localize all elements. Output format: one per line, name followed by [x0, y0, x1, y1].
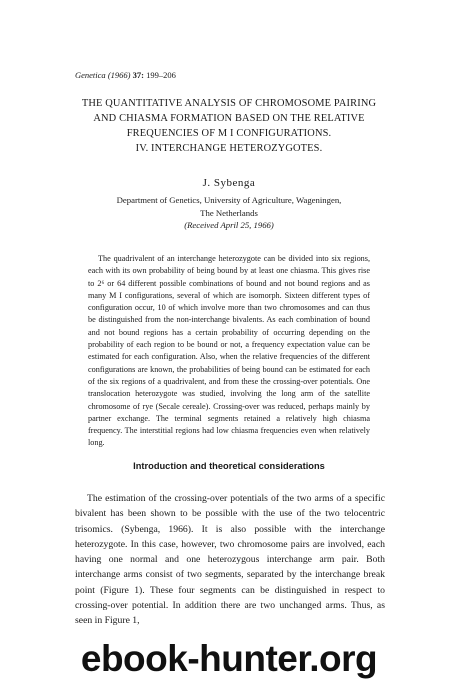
affiliation-line-1: Department of Genetics, University of Agriculture, Wageningen, — [116, 195, 342, 205]
journal-pages: 199–206 — [146, 70, 176, 80]
received-date: (Received April 25, 1966) — [184, 220, 274, 230]
title-line-3: FREQUENCIES OF M I CONFIGURATIONS. — [126, 128, 332, 139]
journal-year: (1966) — [107, 70, 131, 80]
affiliation — [60, 194, 398, 232]
abstract: The quadrivalent of an interchange heterozygote can be divided into six regions, each with its own probability of being bound by at least one chiasma. This gives rise to 2⁶ or 64 different possible combinations of bound and not bound regions and as many M I configurations, several of which are isomorph. Sixteen different types of configuration occur, 10 of which involve more than two chromosomes and can thus be distinguished from the non-interchange bivalents. As each combination of bound and not bound regions has a certain probability of occurring depending on the probability of each region to be bound or not, a frequency expectation value can be estimated for each configuration. Also, when the relative frequencies of the different configurations are known, the probabilities of being bound can be estimated for each of the six regions of a quadrivalent, and from these the crossing-over potentials. One translocation heterozygote was studied, involving the long arm of the satellite chromosome of rye (Secale cereale). Crossing-over was reduced, perhaps mainly by partner exchange. The terminal segments retained a relatively high chiasma frequency. The interstitial regions had low chiasma frequencies even when relatively long. — [88, 254, 370, 448]
affiliation-line-2: The Netherlands — [200, 207, 258, 218]
title-line-4: IV. INTERCHANGE HETEROZYGOTES. — [135, 143, 323, 154]
body-paragraph: The estimation of the crossing-over potentials of the two arms of a specific bivalent has been shown to be possible with the use of the two telocentric trisomics. (Sybenga, 1966). It is also possible with the interchange heterozygote. In this case, however, two chromosome pairs are involved, each having one normal and one heterozygous interchange arm pair. Both interchange arms consist of two segments, separated by the interchange break point (Figure 1). These four segments can be distinguished in respect to crossing-over potential. In addition there are two unchanged arms. Thus, as seen in Figure 1, — [75, 493, 385, 627]
author-name: J. Sybenga — [202, 177, 256, 189]
journal-citation — [75, 70, 176, 80]
watermark-logo: ebook-hunter.org — [80, 638, 378, 679]
journal-name: Genetica — [75, 70, 106, 80]
paper-title — [40, 96, 418, 156]
journal-volume: 37: — [132, 70, 144, 80]
title-line-1: THE QUANTITATIVE ANALYSIS OF CHROMOSOME PAIRING — [81, 98, 377, 109]
title-line-2: AND CHIASMA FORMATION BASED ON THE RELATIVE — [93, 113, 365, 124]
section-heading: Introduction and theoretical considerations — [133, 461, 325, 471]
